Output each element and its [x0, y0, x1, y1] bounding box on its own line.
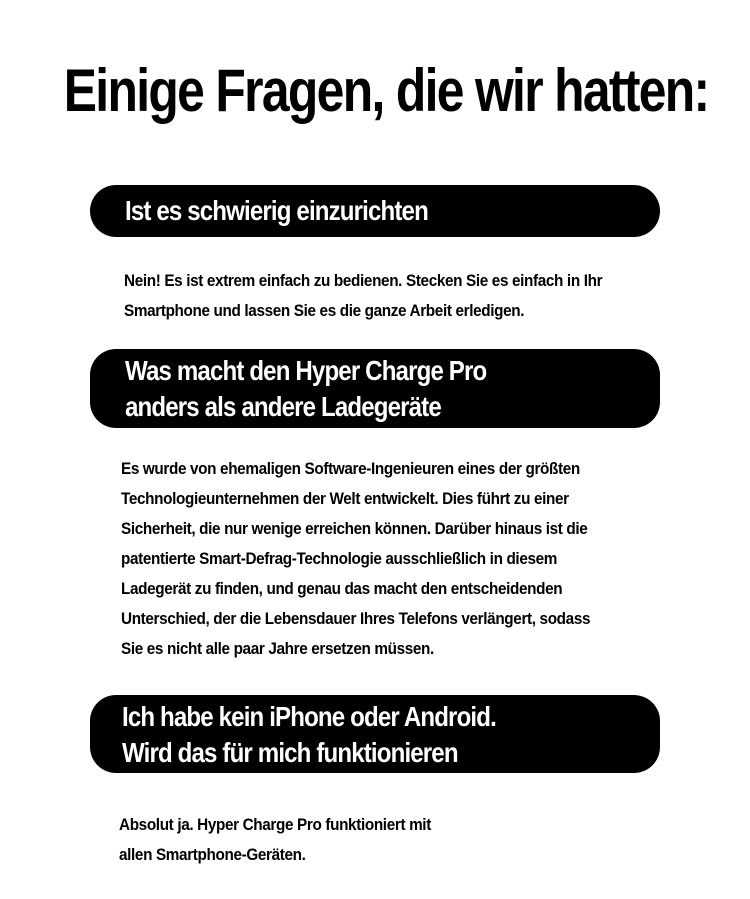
faq-question-3-line-2: Wird das für mich funktionieren: [122, 737, 458, 768]
faq-answer-1-line-1: Nein! Es ist extrem einfach zu bedienen. Stecken Sie es einfach in Ihr: [124, 271, 603, 290]
faq-answer-3-line-1: Absolut ja. Hyper Charge Pro funktioniert mit: [119, 815, 431, 834]
faq-question-2-line-1: Was macht den Hyper Charge Pro: [125, 355, 487, 386]
faq-answer-2-line-2: Technologieunternehmen der Welt entwickelt. Dies führt zu einer: [121, 489, 569, 508]
faq-answer-2: [121, 454, 642, 664]
faq-answer-1: [124, 266, 655, 326]
faq-question-1-line-1: Ist es schwierig einzurichten: [125, 195, 428, 226]
faq-answer-2-line-6: Unterschied, der die Lebensdauer Ihres Telefons verlängert, sodass: [121, 609, 591, 628]
faq-answer-2-line-5: Ladegerät zu finden, und genau das macht den entscheidenden: [121, 579, 563, 598]
faq-answer-2-line-4: patentierte Smart-Defrag-Technologie ausschließlich in diesem: [121, 549, 558, 568]
faq-answer-2-line-7: Sie es nicht alle paar Jahre ersetzen müssen.: [121, 639, 434, 658]
page-title: Einige Fragen, die wir hatten:: [63, 57, 709, 124]
faq-question-3-line-1: Ich habe kein iPhone oder Android.: [122, 701, 496, 732]
faq-answer-2-line-3: Sicherheit, die nur wenige erreichen können. Darüber hinaus ist die: [121, 519, 588, 538]
faq-answer-2-line-1: Es wurde von ehemaligen Software-Ingenieuren eines der größten: [121, 459, 580, 478]
faq-question-1: [90, 185, 660, 237]
faq-answer-1-line-2: Smartphone und lassen Sie es die ganze Arbeit erledigen.: [124, 301, 525, 320]
faq-answer-3: [119, 810, 466, 870]
faq-question-2: [90, 349, 660, 428]
faq-question-3: [90, 695, 660, 773]
faq-answer-3-line-2: allen Smartphone-Geräten.: [119, 845, 306, 864]
faq-question-2-line-2: anders als andere Ladegeräte: [125, 391, 441, 422]
